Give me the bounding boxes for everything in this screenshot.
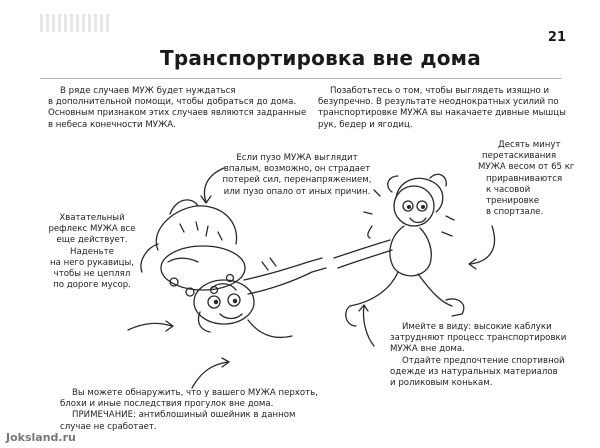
text-line: еще действует. [56,235,128,246]
text-line: к часовой [486,184,531,195]
wife-figure [334,174,464,326]
text-line: рук, бедер и ягодиц. [318,119,413,130]
text-line: в спортзале. [486,207,544,218]
text-line: приравниваются [486,173,563,184]
text-line: безупречно. В результате неоднократных усилий по [318,97,559,108]
text-line: чтобы не цеплял [53,269,131,280]
husband-figure [141,200,326,338]
text-line: тренировке [486,196,540,207]
arrow-belly [204,168,224,202]
page-title: Транспортировка вне дома [160,46,481,70]
arrow-reflex [128,323,172,330]
text-line: МУЖА весом от 65 кг [478,162,575,173]
text-line: и роликовым конькам. [390,378,493,389]
text-line: МУЖА вне дома. [390,344,465,355]
text-line: блохи и иные последствия прогулок вне дома. [60,399,274,410]
text-line: затрудняют процесс транспортировки [390,333,567,344]
text-line: по дороге мусор. [53,280,131,291]
text-line: ПРИМЕЧАНИЕ: антиблошиный ошейник в данном [72,410,296,421]
text-line: перетаскивания [482,151,557,162]
text-line: в дополнительной помощи, чтобы добраться до дома. [48,97,297,108]
text-line: В ряде случаев МУЖ будет нуждаться [60,86,236,96]
text-line: одежде из натуральных материалов [390,366,558,377]
text-line: в небеса конечности МУЖА. [48,119,176,130]
text-line: или пузо опало от иных причин. [223,186,371,197]
text-line: Десять минут [498,140,561,150]
text-line: Вы можете обнаружить, что у вашего МУЖА перхоть, [72,388,318,398]
page-number: 21 [547,30,566,45]
text-line: Позаботьтесь о том, чтобы выглядеть изящно и [330,86,550,96]
text-line: на него рукавицы, [49,257,135,268]
text-line: потерей сил, перенапряжением, [222,175,372,186]
text-line: Если пузо МУЖА выглядит [236,153,358,163]
text-line: случае не сработает. [60,421,157,432]
text-line: впалым, возможно, он страдает [223,164,371,175]
text-line: Основным признаком этих случаев являются задранные [48,108,307,119]
arrow-belly-head [201,196,211,203]
text-line: Наденьте [70,246,114,257]
site-watermark: Joksland.ru [6,431,76,444]
text-line: транспортировке МУЖА вы накачаете дивные мышцы [318,108,566,119]
text-line: рефлекс МУЖА все [48,224,136,235]
text-line: Хватательный [59,213,125,223]
arrow-heels [363,306,374,346]
text-line: Отдайте предпочтение спортивной [402,355,565,366]
text-line: Имейте в виду: высокие каблуки [402,322,552,332]
arrow-ten-minutes [470,226,495,264]
